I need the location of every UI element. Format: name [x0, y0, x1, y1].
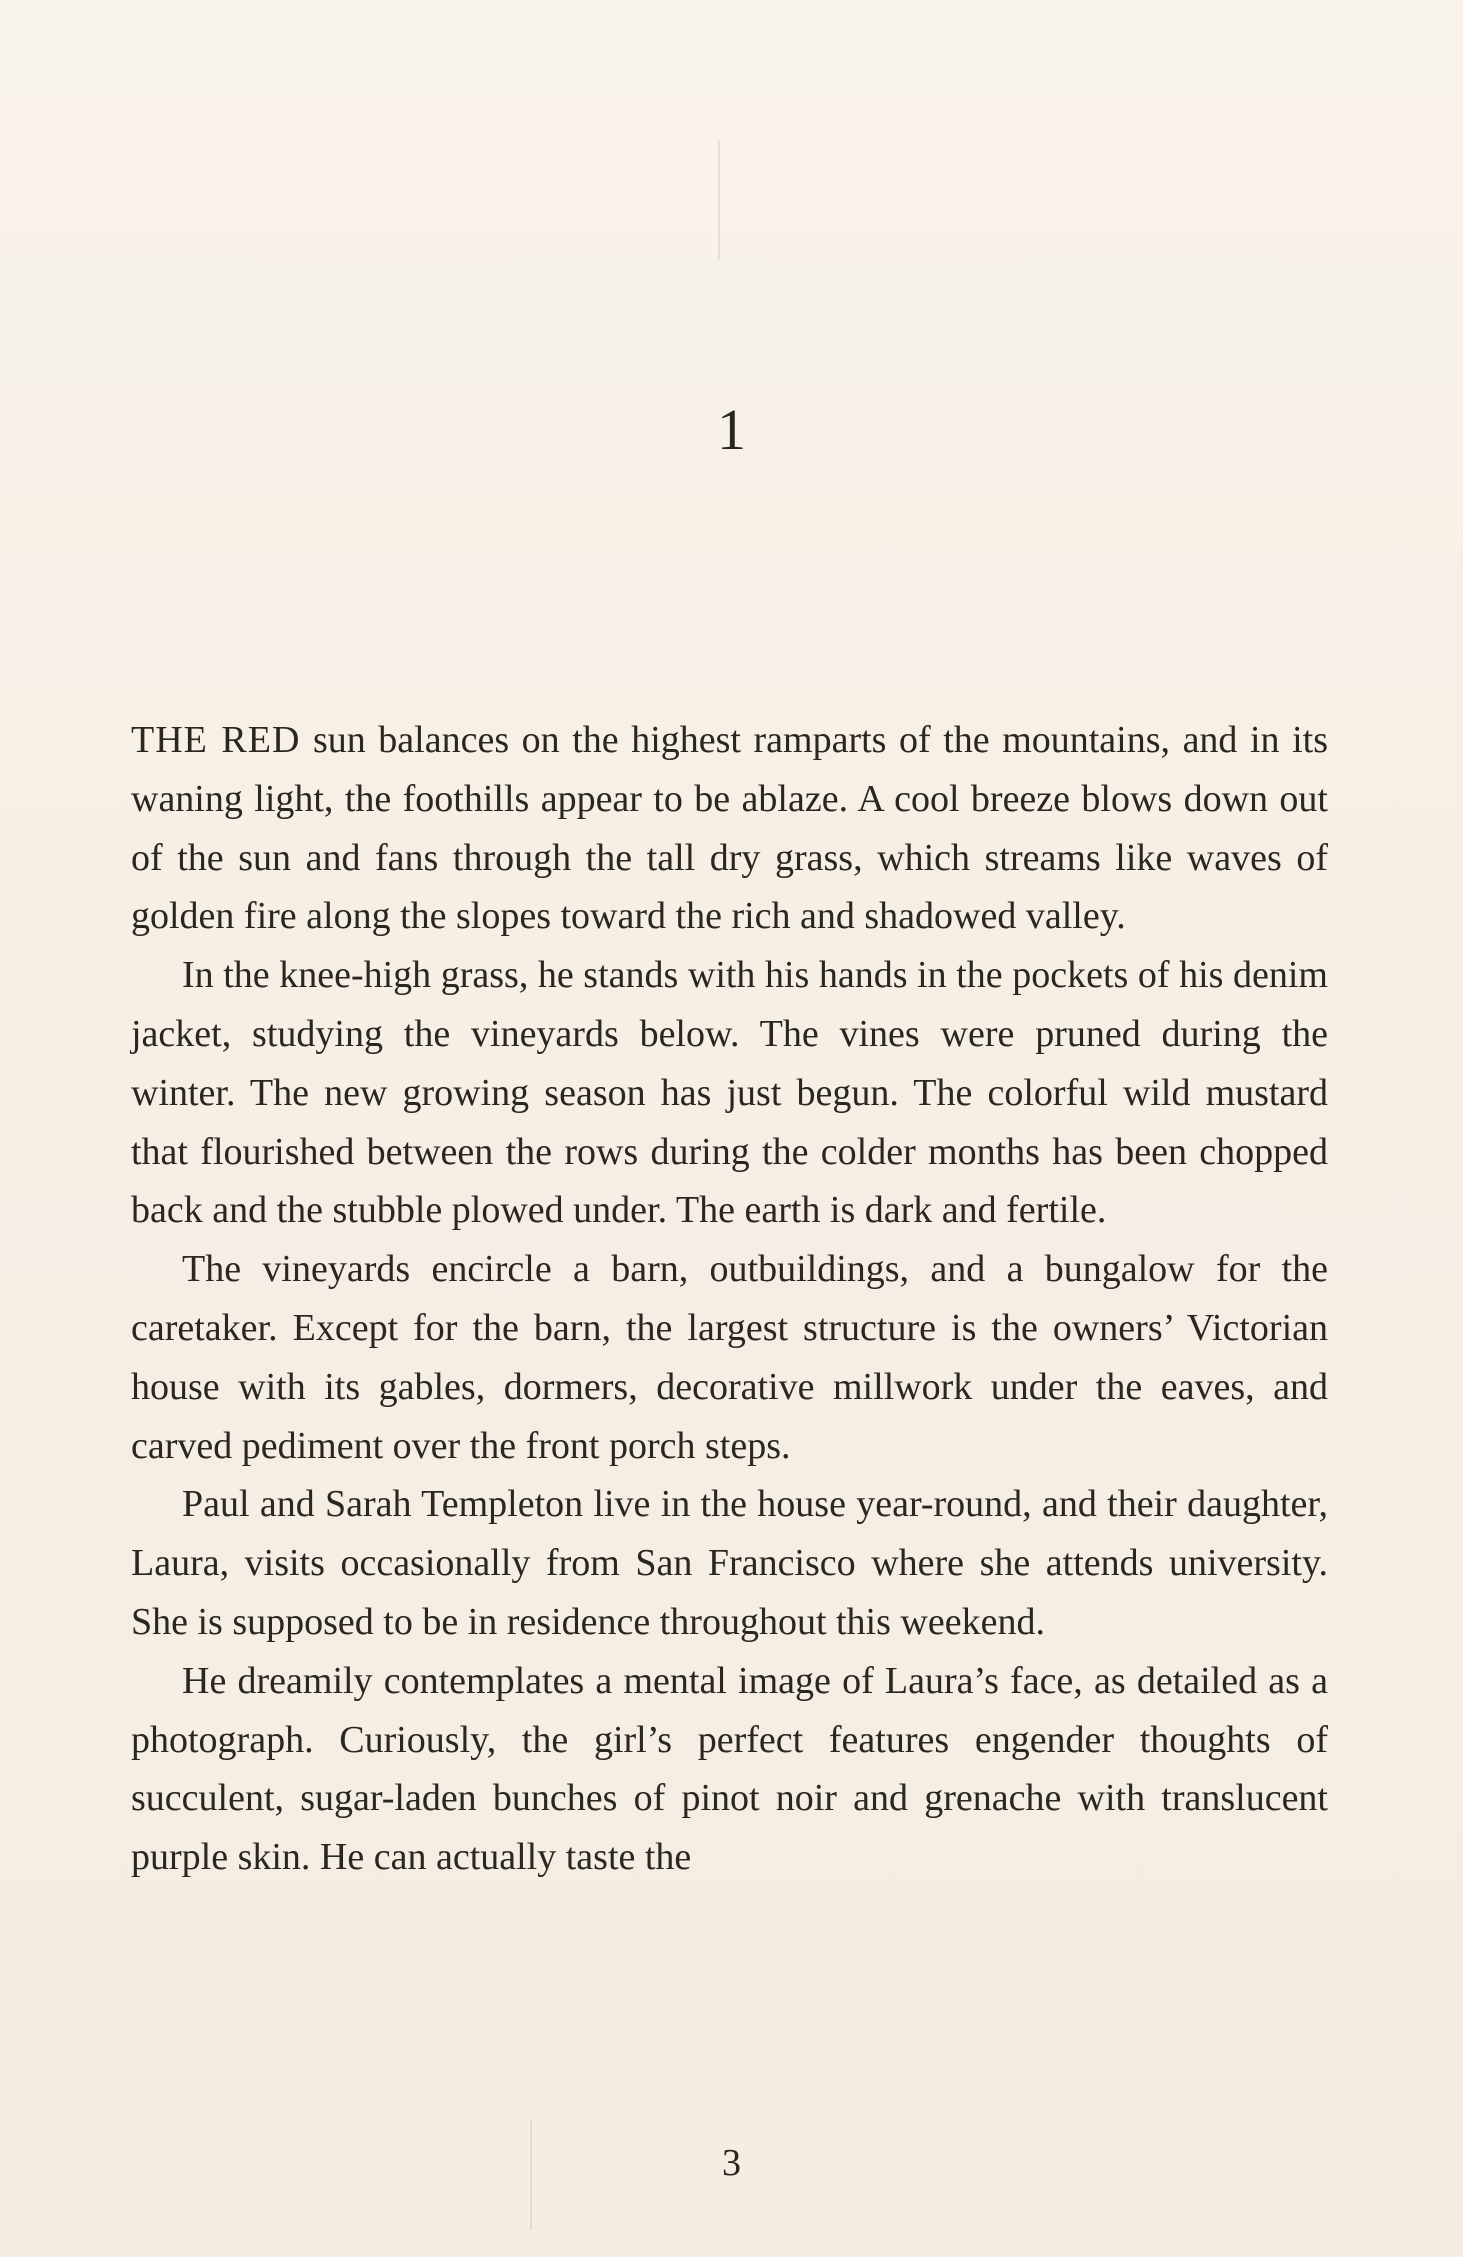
- chapter-number: 1: [717, 397, 746, 462]
- paragraph-3: The vineyards encircle a barn, outbuildings, and a bungalow for the caretaker. Except for the barn, the largest structure is the owners’ Victorian house with its gables, dormers, decorative millwork under the eaves, and carved pediment over the front porch steps.: [131, 1248, 1328, 1467]
- page-number: 3: [722, 2142, 741, 2184]
- paragraph-2: In the knee-high grass, he stands with his hands in the pockets of his denim jacket, studying the vineyards below. The vines were pruned during the winter. The new growing season has just begun. The colorful wild mustard that flourished between the rows during the colder months has been chopped back and the stubble plowed under. The earth is dark and fertile.: [131, 954, 1328, 1232]
- paragraph-text: sun balances on the highest ramparts of the mountains, and in its waning light, the foothills appear to be ablaze. A cool breeze blows down out of the sun and fans through the tall dry grass, which streams like waves of golden fire along the slopes toward the rich and shadowed valley.: [131, 719, 1328, 938]
- chapter-opening-smallcaps: THE RED: [131, 719, 301, 761]
- paragraph-1: [131, 711, 1328, 946]
- body-text: [131, 711, 1328, 1887]
- paragraph-4: Paul and Sarah Templeton live in the house year-round, and their daughter, Laura, visits occasionally from San Francisco where she attends university. She is supposed to be in residence throughout this weekend.: [131, 1483, 1328, 1643]
- bleed-through-mark: [718, 140, 720, 260]
- paragraph-5: He dreamily contemplates a mental image of Laura’s face, as detailed as a photograph. Curiously, the girl’s perfect features engender thoughts of succulent, sugar-laden bunches of pinot noir and grenache with translucent purple skin. He can actually taste the: [131, 1659, 1328, 1879]
